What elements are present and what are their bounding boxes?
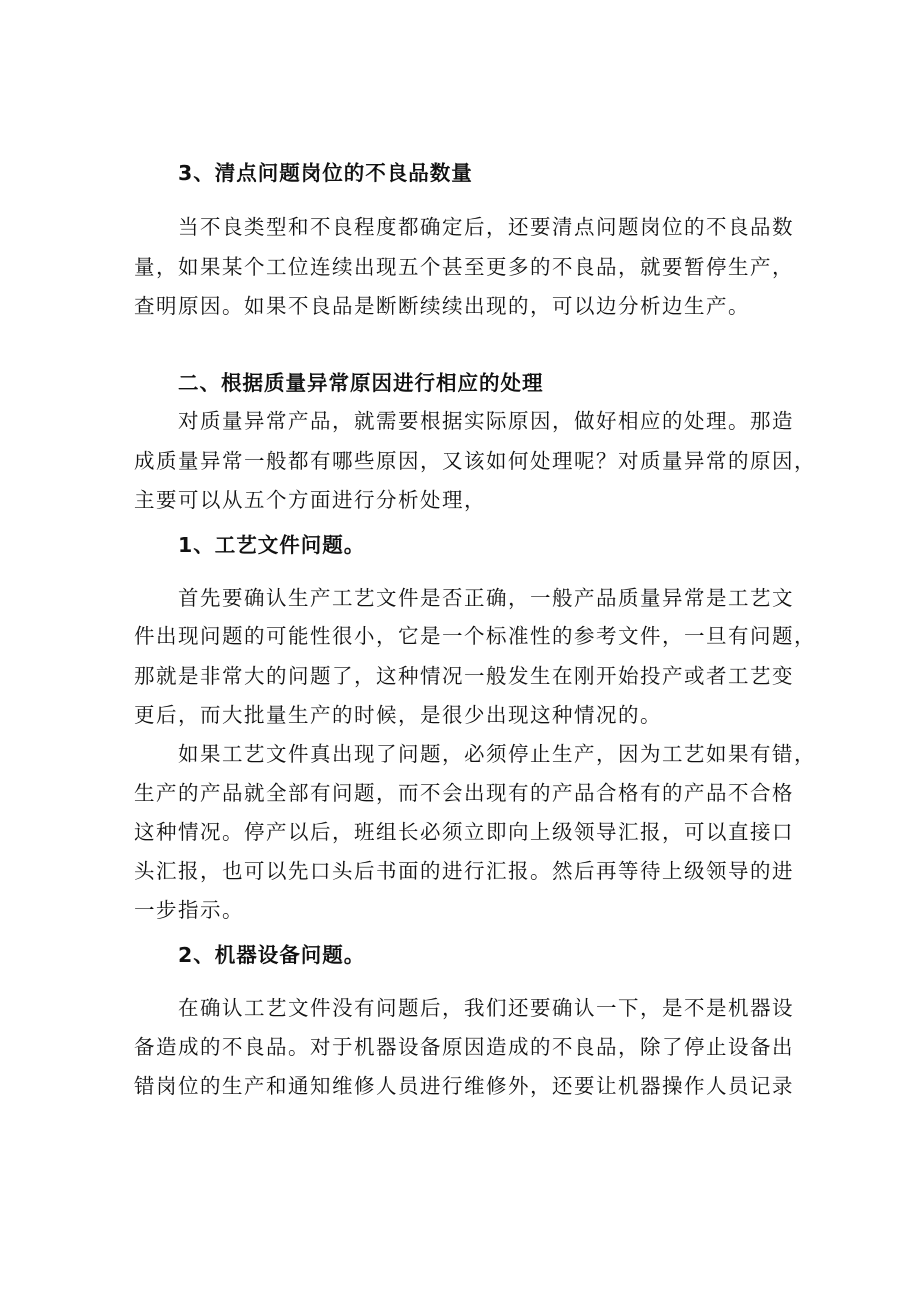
paragraph-line: 成质量异常一般都有哪些原因，又该如何处理呢？对质量异常的原因，: [134, 449, 816, 473]
paragraph-line: 在确认工艺文件没有问题后，我们还要确认一下，是不是机器设: [178, 996, 794, 1020]
paragraph-line: 错岗位的生产和通知维修人员进行维修外，还要让机器操作人员记录: [134, 1074, 794, 1098]
paragraph-line: 当不良类型和不良程度都确定后，还要清点问题岗位的不良品数: [178, 215, 794, 239]
paragraph-line: 对质量异常产品，就需要根据实际原因，做好相应的处理。那造: [178, 409, 794, 433]
paragraph-line: 主要可以从五个方面进行分析处理，: [134, 488, 486, 512]
paragraph-line: 那就是非常大的问题了，这种情况一般发生在刚开始投产或者工艺变: [134, 664, 794, 688]
paragraph-line: 一步指示。: [134, 898, 244, 922]
paragraph-line: 件出现问题的可能性很小，它是一个标准性的参考文件，一旦有问题，: [134, 624, 816, 648]
subheading-machine-equipment: 2、机器设备问题。: [178, 943, 366, 967]
paragraph-line: 查明原因。如果不良品是断断续续出现的，可以边分析边生产。: [134, 294, 750, 318]
paragraph-line: 更后，而大批量生产的时候，是很少出现这种情况的。: [134, 703, 662, 727]
paragraph-line: 生产的产品就全部有问题，而不会出现有的产品合格有的产品不合格: [134, 781, 794, 805]
section-heading-clean-defects: 3、清点问题岗位的不良品数量: [178, 161, 473, 185]
subheading-process-docs: 1、工艺文件问题。: [178, 533, 366, 557]
paragraph-line: 如果工艺文件真出现了问题，必须停止生产，因为工艺如果有错，: [178, 742, 816, 766]
paragraph-line: 量，如果某个工位连续出现五个甚至更多的不良品，就要暂停生产，: [134, 255, 794, 279]
paragraph-line: 头汇报，也可以先口头后书面的进行汇报。然后再等待上级领导的进: [134, 859, 794, 883]
paragraph-line: 这种情况。停产以后，班组长必须立即向上级领导汇报，可以直接口: [134, 820, 794, 844]
section-heading-handling: 二、根据质量异常原因进行相应的处理: [178, 371, 544, 395]
paragraph-line: 备造成的不良品。对于机器设备原因造成的不良品，除了停止设备出: [134, 1035, 794, 1059]
paragraph-line: 首先要确认生产工艺文件是否正确，一般产品质量异常是工艺文: [178, 586, 794, 610]
